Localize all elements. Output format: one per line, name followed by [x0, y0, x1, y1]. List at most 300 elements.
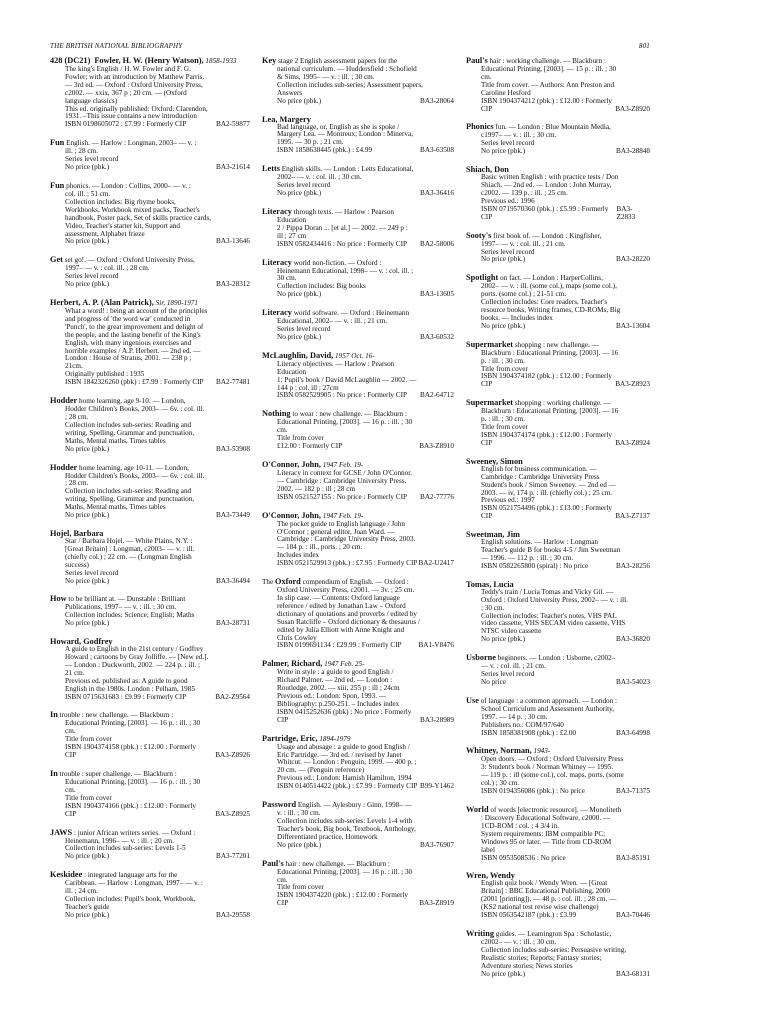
entry-line: £12.00 : Formerly CIP	[277, 442, 343, 451]
entry-line: cm.	[277, 875, 288, 884]
entry-line: col.) ; 30 cm.	[481, 779, 520, 788]
bibliography-entry	[50, 828, 250, 862]
entry-reference-number: BA2-64712	[420, 391, 454, 400]
entry-last-line	[65, 379, 250, 387]
entry-line: 144 p : col. ill ; 27cm	[277, 383, 339, 392]
entry-line: The king's English / H. W. Fowler and F. G.	[65, 65, 191, 73]
entry-line: ISBN 0140514422 (pbk.) : £7.99 : Formerly CIP	[277, 782, 418, 791]
entry-reference-number: BA2-Z9564	[215, 692, 250, 701]
entry-line: No price (pbk.)	[277, 840, 322, 849]
entry-line: Cambridge : Cambridge University Press, 2003.	[277, 535, 416, 544]
entry-heading-word: Paul's	[262, 858, 284, 868]
bibliography-entry	[50, 298, 250, 387]
entry-last-line	[277, 842, 454, 850]
entry-line: Collection includes: Pupil's book, Workbook,	[65, 895, 196, 904]
entry-line: Collection includes sub-series: Levels 1-4 with	[277, 817, 413, 825]
entry-line: Bibliography: p.250-251. – Includes index	[277, 699, 400, 708]
entry-reference-number: BA3-36494	[216, 576, 250, 585]
entry-line: Includes index	[277, 551, 320, 560]
entry-body	[50, 473, 250, 520]
entry-last-line	[481, 106, 650, 114]
entry-last-line	[277, 900, 454, 908]
entry-line: Series level record	[277, 181, 331, 190]
entry-title-text: English. — Aylesbury : Ginn, 1998– —	[296, 801, 412, 810]
entry-reference-number: BA3-36820	[616, 635, 650, 644]
entry-line: Blackburn : Educational Printing, [2003]. — 16	[481, 348, 619, 357]
entry-line: London : House of Stratus, 2001. — 238 p ;	[65, 354, 192, 363]
entry-line: CIP	[277, 899, 289, 908]
entry-last-line	[65, 752, 250, 760]
entry-line: books. — Includes index	[481, 313, 553, 322]
entry-line: Collection includes: Science; English; Maths	[65, 611, 195, 620]
entry-line: cm.	[65, 785, 76, 794]
entry-line: ISBN 1904374174 (pbk.) : £12.00 : Formerly	[481, 431, 612, 439]
entry-dates: 1947 Feb. 19-	[320, 511, 364, 520]
entry-reference-number: BA3-Z2833	[616, 204, 636, 221]
entry-line: Heinemann, 1996– — v. : ill. ; 20 cm.	[65, 836, 174, 845]
entry-heading-word: Paul's	[466, 56, 488, 65]
entry-line: cm.	[65, 727, 76, 736]
entry-line: : Discovery Educational Software, c2000. —	[481, 814, 611, 822]
entry-line: Maths, Mental maths, Times tables	[65, 503, 166, 512]
entry-line: Teacher's book, Big book, Textbook, Anthology,	[277, 824, 416, 833]
entry-last-line	[481, 679, 650, 687]
entry-heading-word: O'Connor, John,	[262, 460, 321, 469]
entry-line: No price (pbk.)	[65, 576, 110, 585]
entry-line: 1CD-ROM : col. ; 4 3/4 in.	[481, 821, 559, 830]
bibliography-entry	[466, 871, 650, 920]
entry-line: Series level record	[65, 568, 119, 577]
entry-last-line	[65, 620, 250, 628]
entry-line: Hodder Children's Books, 2003– — 6v. : col. ill.	[65, 405, 205, 414]
entry-line: p. : ill. ; 30 cm.	[481, 356, 525, 365]
entry-dates: 1947 Feb. 19-	[320, 461, 364, 469]
bibliography-entry	[466, 340, 650, 390]
entry-line: 20 cm. — (Penguin reference)	[277, 766, 365, 775]
entry-line: CIP	[65, 751, 77, 760]
entry-line: Series level record	[481, 247, 535, 256]
entry-reference-number: BA2-59877	[216, 120, 250, 129]
entry-reference-number: BA3-71375	[616, 787, 650, 796]
entry-line: Hodder Children's Books, 2003– — 6v. : col. ill.	[65, 471, 205, 480]
entry-body	[262, 470, 454, 502]
entry-line: Teacher's guide B for books 4-5 / Jim Sweetman	[481, 546, 621, 555]
entry-reference-number: BA3-Z8926	[215, 751, 250, 760]
entry-title-text: English skills. — London : Letts Educational,	[279, 165, 414, 174]
entry-title-text: stage 2 English assessment papers for the	[276, 57, 398, 65]
entry-line: No price (pbk.)	[277, 96, 322, 105]
entry-line: English quiz book / Wendy Wren. — [Great	[481, 879, 608, 888]
entry-line: 1: Pupil's book / David McLaughlin — 2002. —	[277, 375, 417, 384]
entry-body	[262, 521, 454, 568]
entry-heading-word: O'Connor, John,	[262, 510, 321, 520]
entry-line: Educational Printing, [2003]. — 16 p. : ill. ; 30	[277, 867, 413, 876]
entry-line: c2002. — xxix, 367 p ; 20 cm. — (Oxford	[65, 88, 187, 97]
entry-line: dictionary of quotations and proverbs / edited by	[277, 609, 417, 618]
entry-body	[262, 318, 454, 342]
entry-body	[50, 406, 250, 453]
entry-last-line	[277, 392, 454, 400]
entry-reference-number: BA3-Z8923	[615, 380, 650, 389]
entry-title-text: fun. — London : Blue Mountain Media,	[493, 123, 611, 132]
entry-line: Windows 95 or later. — Title from CD-ROM	[481, 837, 612, 846]
entry-line: O'Connor ; general editor, Joan Ward. —	[277, 527, 395, 536]
entry-line: No price (pbk.)	[481, 147, 526, 156]
entry-last-line	[65, 512, 250, 520]
entry-reference-number: BA3-Z8920	[615, 104, 650, 113]
entry-body	[262, 669, 454, 724]
entry-title-text: hair : working challenge. — Blackburn :	[487, 57, 606, 65]
entry-body	[262, 744, 454, 791]
entry-line: Howard ; cartoons by Gray Jolliffe. — [New ed.].	[65, 653, 209, 662]
bibliography-entry	[262, 577, 454, 650]
entry-heading-word: Hodder	[50, 396, 78, 406]
entry-line: CIP	[277, 715, 289, 724]
bibliography-entry	[466, 273, 650, 330]
entry-line: ISBN 1904374212 (pbk.) : £12.00 : Formerly	[481, 96, 612, 105]
entry-line: — 3rd ed. — Oxford : Oxford University Press,	[65, 80, 203, 89]
column-3	[466, 56, 650, 988]
entry-title-text: : junior African writers series. — Oxford :	[72, 828, 196, 837]
entry-heading-word: Keskidee	[50, 870, 83, 880]
entry-line: Educational Printing, [2003]. — 15 p. : ill. ; 30	[481, 65, 617, 73]
entry-last-line	[277, 717, 454, 725]
entry-line: No price (pbk.)	[481, 635, 526, 644]
entry-line: ill ; 27 cm	[277, 231, 307, 240]
entry-heading-word: Oxford	[274, 577, 301, 587]
entry-line: ill. ; 28 cm.	[65, 147, 98, 156]
entry-reference-number: BA3-13604	[616, 321, 650, 330]
entry-line: 'Punch', to the great improvement and delight of	[65, 322, 204, 331]
entry-line: English for business communication. —	[481, 464, 597, 473]
entry-line: Caroline Hesford	[481, 88, 531, 97]
bibliography-entry	[466, 696, 650, 738]
entry-line: Basic written English : with practice tests / Don	[481, 173, 619, 182]
entry-line: edited by Julia Elliott with Anne Knight and	[277, 625, 405, 634]
entry-line: Title from cover	[65, 735, 112, 744]
entry-line: 2002– — v. : col. ill. ; 30 cm.	[277, 173, 362, 182]
entry-last-line	[481, 563, 650, 571]
entry-line: No price (pbk.)	[65, 163, 110, 172]
entry-line: No price (pbk.)	[65, 852, 110, 861]
bibliography-entry	[466, 56, 650, 113]
entry-line: Literacy objectives. — Harlow : Pearson	[277, 359, 395, 368]
entry-line: Series level record	[65, 272, 119, 281]
entry-line: In slip case. — Contents: Oxford language	[277, 593, 400, 602]
entry-title-text: trouble : super challenge. — Blackburn :	[57, 770, 177, 778]
entry-last-line	[65, 121, 250, 129]
bibliography-entry	[466, 530, 650, 571]
entry-reference-number: BA3-Z8910	[419, 442, 454, 451]
entry-heading-word: Writing	[466, 928, 494, 938]
entry-line: ISBN 0198605072 : £7.99 : Formerly CIP	[65, 120, 187, 129]
entry-body	[466, 539, 650, 571]
entry-line: language classics)	[65, 96, 118, 105]
entry-line: Open doors. — Oxford : Oxford University Press	[481, 755, 624, 764]
entry-line: 1995. — 30 p. ; 21 cm.	[277, 138, 344, 147]
entry-line: Eric Partridge. — 3rd ed. / revised by Janet	[277, 750, 402, 759]
entry-body	[262, 174, 454, 198]
entry-title-text: guides. — Leamington Spa : Scholastic,	[493, 929, 612, 938]
entry-line: Heinemann Educational, 1998– — v. : col. ill. ;	[277, 266, 414, 275]
bibliography-entry	[466, 580, 650, 644]
entry-heading-word: Nothing	[262, 409, 291, 419]
entry-line: Workbooks, Workbook mixed packs, Teacher's	[65, 205, 200, 214]
entry-line: ISBN 0521754496 (pbk.) : £13.00 : Formerly	[481, 504, 612, 513]
entry-line: ISBN 1842326260 (pbk) : £7.99 : Formerly CIP	[65, 378, 204, 387]
entry-line: No price (pbk.)	[481, 969, 526, 978]
entry-last-line	[481, 148, 650, 156]
entry-line: CIP	[481, 104, 493, 113]
entry-line: Literacy in context for GCSE / John O'Connor.	[277, 469, 413, 477]
entry-line: ports. (some col.) ; 21-51 cm.	[481, 290, 567, 299]
entry-body	[466, 706, 650, 738]
entry-body	[262, 66, 454, 106]
entry-line: — London : Duckworth, 2002. — 224 p. : ill. ;	[65, 660, 200, 669]
entry-heading-word: Whitney, Norman,	[466, 746, 532, 756]
entry-reference-number: BA3-63508	[420, 146, 454, 155]
entry-line: Collection includes sub-series: Persuasive writing,	[481, 945, 627, 954]
entry-body	[262, 419, 454, 451]
entry-line: — 1996. — 112 p. : ill. ; 30 cm.	[481, 553, 574, 562]
entry-line: Routledge, 2002. — xiii, 255 p : ill ; 24cm	[277, 684, 400, 693]
entry-reference-number: BA3-28848	[616, 147, 650, 156]
bibliography-entry	[262, 258, 454, 300]
entry-line: Previous ed.: London: Spon, 1993. —	[277, 692, 387, 701]
entry-heading-word: Supermarket	[466, 339, 514, 349]
entry-line: ISBN 0521527155 : No price : Formerly CIP	[277, 492, 407, 501]
entry-line: Collection includes: Big books	[277, 282, 366, 291]
entry-last-line	[481, 513, 650, 521]
entry-last-line	[481, 440, 650, 448]
bibliography-entry	[50, 138, 250, 172]
entry-body	[466, 132, 650, 156]
entry-line: cm.	[481, 72, 492, 81]
entry-body	[466, 939, 650, 979]
entry-body	[466, 815, 650, 862]
entry-line: Education	[277, 367, 307, 376]
entry-line: ISBN 0582265800 (spiral) : No price	[481, 561, 589, 570]
entry-line: Series level record	[481, 139, 535, 148]
entry-line: writing, Spelling, Grammar and punctuation,	[65, 495, 195, 504]
entry-reference-number: BA3-53908	[216, 444, 250, 453]
entry-body	[50, 604, 250, 628]
entry-heading-word: Literacy	[262, 257, 292, 267]
entry-heading-word: McLaughlin, David,	[262, 350, 334, 360]
bibliography-entry	[50, 396, 250, 453]
entry-last-line	[481, 206, 650, 222]
entry-line: — Cambridge : Cambridge University Press,	[277, 476, 407, 485]
entry-line: Educational Printing, [2003]. — 16 p. : ill. ; 30	[65, 719, 201, 728]
bibliography-entry	[262, 800, 454, 850]
entry-line: ISBN 0715631683 : £9.99 : Formerly CIP	[65, 692, 187, 701]
bibliography-entry	[262, 164, 454, 198]
entry-body	[466, 589, 650, 644]
entry-line: Student's book / Simon Sweeney. — 2nd ed —	[481, 480, 616, 489]
entry-body	[262, 869, 454, 909]
entry-line: ISBN 0199691134 : £29.99 : Formerly CIP	[277, 641, 402, 650]
entry-line: (chiefly col.) ; 22 cm. — (Longman English	[65, 552, 192, 561]
entry-line: horrible examples / A.P. Herbert. — 2nd ed. —	[65, 346, 201, 355]
entry-last-line	[277, 494, 454, 502]
entry-line: No price (pbk.)	[65, 237, 110, 246]
entry-line: ; 28 cm.	[65, 479, 89, 488]
entry-line: ISBN 1904374182 (pbk.) : £12.00 : Formerly	[481, 372, 612, 381]
entry-reference-number: BA3-36416	[420, 188, 454, 197]
entry-line: — 184 p. : ill., ports. ; 20 cm.	[277, 543, 363, 552]
entry-line: 2003. — iv, 174 p. : ill. (chiefly col.) ; 25 cm.	[481, 488, 613, 497]
entry-line: Title from cover. — Authors: Ann Preston and	[481, 80, 615, 89]
entry-line: 3: Student's book / Norman Whitney — 1995.	[481, 763, 614, 772]
bibliography-entry	[50, 255, 250, 289]
entry-line: Series level record	[481, 670, 535, 679]
entry-dates: 1957 Oct. 16-	[333, 351, 375, 360]
entry-last-line	[277, 334, 454, 342]
entry-line: ISBN 0582434416 : No price : Formerly CIP	[277, 239, 407, 248]
entry-line: Maths, Mental maths, Times tables	[65, 436, 166, 445]
bibliography-entry	[50, 710, 250, 760]
bibliography-entry	[50, 769, 250, 819]
entry-title-text: shopping : working challenge. —	[513, 399, 611, 408]
entry-line: No price (pbk.)	[481, 321, 526, 330]
entry-body	[50, 191, 250, 246]
entry-line: ISBN 0953508536 : No price	[481, 853, 566, 862]
entry-line: This ed. originally published: Oxford: Clarendon,	[65, 104, 208, 113]
entry-reference-number: BA3-28220	[616, 255, 650, 264]
entry-title-text: home learning, age 10-11. — London,	[77, 463, 189, 472]
entry-line: ISBN 1904374220 (pbk.) : £12.00 : Formerly	[277, 891, 408, 900]
bibliography-entry	[466, 746, 650, 796]
entry-last-line	[277, 443, 454, 451]
entry-line: English in the 1980s. London : Pelham, 1985	[65, 684, 195, 693]
entry-last-line	[65, 446, 250, 454]
entry-line: ISBN 0582529905 : No price : Formerly CIP	[277, 391, 407, 400]
entry-title-text: to be brilliant at. — Dunstable : Brilliant	[66, 595, 186, 604]
entry-last-line	[481, 256, 650, 264]
entry-heading-word: Hojel, Barbara	[50, 528, 104, 538]
entry-heading-word: Sweetman, Jim	[466, 530, 520, 540]
entry-line: Title from cover	[65, 793, 112, 802]
page-header	[50, 42, 650, 54]
entry-heading-word: Wren, Wendy	[466, 871, 515, 881]
entry-line: cm.	[277, 426, 288, 435]
entry-title-text: on fact. — London : HarperCollins,	[498, 274, 603, 283]
entry-heading-word: Partridge, Eric,	[262, 733, 318, 743]
entry-heading-word: Fun	[50, 138, 65, 148]
bibliography-entry	[50, 181, 250, 246]
entry-heading-word: Password	[262, 800, 297, 810]
entry-line: ISBN 0563542187 (pbk.) : £3.99	[481, 911, 577, 920]
entry-dates: 1947 Feb. 25-	[322, 660, 365, 669]
entry-last-line	[481, 971, 650, 979]
entry-title-text: of words [electronic resource]. — Monoliteth	[488, 806, 622, 814]
entry-line: Title from cover	[481, 423, 528, 432]
entry-line: — 119 p. : ill (some col.), col. maps, ports. (some	[481, 771, 624, 780]
entry-last-line	[277, 147, 454, 155]
entry-heading-word: Use	[466, 695, 479, 705]
entry-reference-number: BA2-77776	[420, 492, 454, 501]
entry-line: Title from cover	[277, 434, 324, 443]
bibliography-entry	[50, 56, 250, 129]
entry-line: Educational Printing, [2003]. — 16 p. : ill. ; 30	[277, 418, 413, 427]
entry-line: ISBN 1858381908 (pbk.) : £2.00	[481, 728, 577, 737]
entry-line: No price (pbk.)	[65, 511, 110, 520]
entry-line: No price	[481, 677, 506, 686]
entry-reference-number: BA3-Z8924	[615, 438, 650, 447]
entry-line: Cambridge : Cambridge University Press	[481, 472, 600, 481]
entry-dates: 1943-	[531, 747, 551, 756]
entry-line: 2 / Pippa Doran ... [et al.] — 2002. — 249 p :	[277, 223, 408, 232]
entry-heading-word: Sooty's	[466, 230, 492, 240]
bibliography-entry	[50, 594, 250, 628]
bibliography-entry	[262, 351, 454, 401]
entry-line: Collection includes: Big rhyme books,	[65, 197, 176, 206]
entry-heading-word: Get	[50, 255, 63, 265]
entry-body	[262, 217, 454, 249]
entry-reference-number: BA3-73449	[216, 511, 250, 520]
entry-line: School Curriculum and Assessment Authority,	[481, 704, 615, 713]
entry-body	[466, 241, 650, 265]
bibliography-entry	[262, 511, 454, 568]
entry-line: No price (pbk.)	[277, 332, 322, 341]
entry-reference-number: BA3-64998	[616, 728, 650, 737]
entry-title-text: to wear : new challenge. — Blackburn :	[290, 410, 407, 419]
entry-dates: 1894-1979	[317, 734, 351, 743]
entry-line: v. : ill. ; 30 cm.	[277, 809, 321, 818]
entry-line: (2001 [printing]). — 48 p. : col. ill. ; 28 cm. —	[481, 895, 617, 904]
entry-reference-number: BA3-13646	[216, 237, 250, 246]
entry-line: Star / Barbara Hojel. — White Plains, N.Y. :	[65, 536, 193, 545]
entry-line: ISBN 0194356086 (pbk.) : No price	[481, 787, 585, 796]
entry-title-text: The	[262, 578, 275, 587]
entry-line: Title from cover	[277, 883, 324, 892]
entry-last-line	[277, 241, 454, 249]
column-2	[262, 56, 454, 917]
entry-line: Adventure stories; News stories	[481, 961, 573, 970]
entry-line: ISBN 0415252636 (pbk) : No price : Formerly	[277, 707, 412, 716]
entry-line: Originally published : 1935	[65, 370, 145, 379]
entry-line: Collection includes sub-series: Reading and	[65, 487, 192, 496]
entry-line: Educational Printing, [2003]. — 16 p. : ill. ; 30	[65, 778, 201, 786]
entry-title-text: world non-fiction. — Oxford :	[291, 258, 382, 267]
entry-heading-word: Literacy	[262, 308, 292, 318]
entry-line: Teacher's guide	[65, 902, 110, 911]
entry-title-text: through texts. — Harlow : Pearson	[291, 207, 394, 216]
entry-heading-word: Letts	[262, 164, 280, 174]
entry-line: Bad language, or, English as she is spoke /	[277, 122, 400, 131]
column-1	[50, 56, 250, 929]
entry-body	[466, 663, 650, 687]
entry-line: Collection includes sub-series: Reading and	[65, 420, 192, 429]
entry-line: Usage and abusage : a guide to good English /	[277, 742, 410, 751]
bibliography-entry	[466, 457, 650, 521]
entry-line: Publishers no.: COM/97/640	[481, 720, 564, 729]
entry-line: Previous ed.: 1996	[481, 196, 535, 205]
entry-heading-word: Key	[262, 56, 277, 65]
entry-last-line	[65, 912, 250, 920]
entry-body	[466, 66, 650, 113]
entry-line: ISBN 1904374166 (pbk.) : £12.00 : Formerly	[65, 801, 196, 810]
entry-reference-number: BA3-13605	[420, 290, 454, 299]
bibliography-entry	[262, 115, 454, 156]
entry-last-line	[65, 578, 250, 586]
entry-line: English solutions. — Harlow : Longman	[481, 538, 598, 547]
entry-body	[50, 646, 250, 701]
entry-line: CIP	[481, 380, 493, 389]
bibliography-entry	[262, 308, 454, 342]
entry-line: — v. : col. ill. ; 21 cm.	[481, 662, 546, 671]
entry-reference-number: BA3-76907	[420, 840, 454, 849]
